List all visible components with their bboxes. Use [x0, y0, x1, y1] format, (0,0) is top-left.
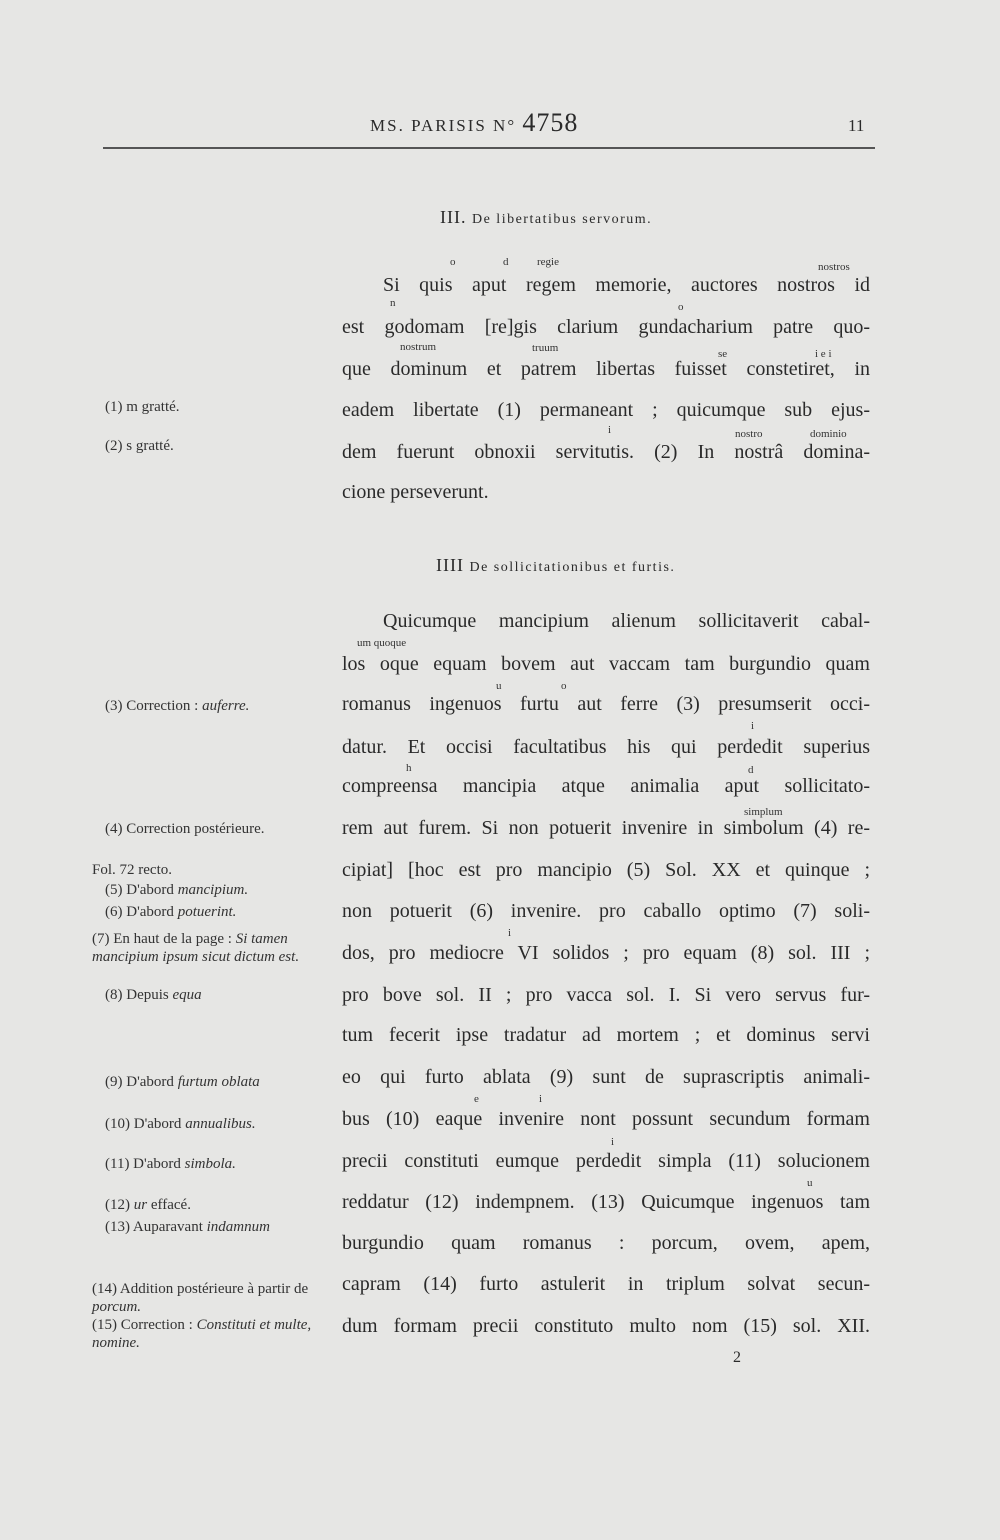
- ms-number: 4758: [522, 108, 579, 137]
- interlinear-gloss: o: [561, 680, 567, 692]
- interlinear-gloss: u: [807, 1177, 813, 1189]
- interlinear-gloss: se: [718, 348, 728, 360]
- text-line: bus (10) eaque invenire nont possunt secundum formam: [342, 1108, 870, 1130]
- interlinear-gloss: i: [608, 424, 612, 436]
- interlinear-gloss: u: [496, 680, 502, 692]
- text-line: precii constituti eumque perdedit simpla (11) solucionem: [342, 1150, 870, 1172]
- section-heading-4: IIII De sollicitationibus et furtis.: [436, 555, 676, 575]
- text-line: dos, pro mediocre VI solidos ; pro equam (8) sol. III ;: [342, 942, 870, 964]
- interlinear-gloss: i e i: [815, 348, 832, 360]
- margin-note-4: (4) Correction postérieure.: [105, 821, 265, 837]
- margin-note-9: (9) D'abord furtum oblata: [105, 1074, 260, 1090]
- margin-note-8: (8) Depuis equa: [105, 987, 202, 1003]
- interlinear-gloss: d: [748, 764, 754, 776]
- margin-note-15: (15) Correction : Constituti et multe, nomine.: [92, 1317, 312, 1351]
- interlinear-gloss: truum: [532, 342, 559, 354]
- interlinear-gloss: e: [474, 1093, 479, 1105]
- interlinear-gloss: o: [450, 256, 456, 268]
- header-rule: [103, 147, 875, 149]
- text-line: capram (14) furto astulerit in triplum solvat secun-: [342, 1273, 870, 1295]
- text-line: que dominum et patrem libertas fuisset constetiret, in: [342, 358, 870, 380]
- text-line: est godomam [re]gis clarium gundacharium patre quo-: [342, 316, 870, 338]
- interlinear-gloss: i: [751, 720, 755, 732]
- interlinear-gloss: i: [539, 1093, 543, 1105]
- text-line: reddatur (12) indempnem. (13) Quicumque ingenuos tam: [342, 1191, 870, 1213]
- interlinear-gloss: regie: [537, 256, 559, 268]
- text-line: dem fuerunt obnoxii servitutis. (2) In nostrâ domina-: [342, 441, 870, 463]
- interlinear-gloss: nostros: [818, 261, 850, 273]
- signature-mark: 2: [733, 1349, 741, 1366]
- interlinear-gloss: um quoque: [357, 637, 407, 649]
- margin-note-1: (1) m gratté.: [105, 399, 180, 415]
- folio-label: Fol. 72 recto.: [92, 862, 172, 878]
- section-heading-3: III. De libertatibus servorum.: [440, 207, 653, 227]
- text-line: non potuerit (6) invenire. pro caballo optimo (7) soli-: [342, 900, 870, 922]
- interlinear-gloss: nostrum: [400, 341, 437, 353]
- margin-note-3: (3) Correction : auferre.: [105, 698, 250, 714]
- interlinear-gloss: h: [406, 762, 412, 774]
- interlinear-gloss: o: [678, 301, 684, 313]
- margin-note-7: (7) En haut de la page : Si tamen mancipium ipsum sicut dictum est.: [92, 931, 300, 965]
- text-line: eo qui furto ablata (9) sunt de suprascriptis animali-: [342, 1066, 870, 1088]
- text-line: Si quis aput regem memorie, auctores nostros id: [383, 274, 870, 296]
- interlinear-gloss: d: [503, 256, 509, 268]
- margin-note-12: (12) ur effacé.: [105, 1197, 191, 1213]
- margin-note-14: (14) Addition postérieure à partir de porcum.: [92, 1281, 309, 1315]
- text-line: dum formam precii constituto multo nom (15) sol. XII.: [342, 1315, 870, 1337]
- interlinear-gloss: i: [611, 1136, 615, 1148]
- text-line: cipiat] [hoc est pro mancipio (5) Sol. XX et quinque ;: [342, 859, 870, 881]
- text-line: Quicumque mancipium alienum sollicitaverit cabal-: [383, 610, 870, 632]
- text-line: cione perseverunt.: [342, 481, 489, 503]
- margin-note-11: (11) D'abord simbola.: [105, 1156, 236, 1172]
- text-line: compreensa mancipia atque animalia aput sollicitato-: [342, 775, 870, 797]
- running-head: [0, 108, 1000, 148]
- margin-note-10: (10) D'abord annualibus.: [105, 1116, 256, 1132]
- running-title: MS. PARISIS N° 4758: [370, 108, 579, 137]
- text-line: rem aut furem. Si non potuerit invenire in simbolum (4) re-: [342, 817, 870, 839]
- text-line: tum fecerit ipse tradatur ad mortem ; et dominus servi: [342, 1024, 870, 1046]
- margin-note-2: (2) s gratté.: [105, 438, 174, 454]
- interlinear-gloss: i: [508, 927, 512, 939]
- margin-note-13: (13) Auparavant indamnum: [105, 1219, 270, 1235]
- margin-note-5: (5) D'abord mancipium.: [105, 882, 249, 898]
- page-number: 11: [848, 116, 865, 135]
- text-line: eadem libertate (1) permaneant ; quicumque sub ejus-: [342, 399, 870, 421]
- interlinear-gloss: simplum: [744, 806, 783, 818]
- interlinear-gloss: nostro: [735, 428, 763, 440]
- text-line: pro bove sol. II ; pro vacca sol. I. Si vero servus fur-: [342, 984, 870, 1006]
- margin-note-6: (6) D'abord potuerint.: [105, 904, 237, 920]
- text-line: romanus ingenuos furtu aut ferre (3) presumserit occi-: [342, 693, 870, 715]
- interlinear-gloss: dominio: [810, 428, 847, 440]
- interlinear-gloss: n: [390, 297, 396, 309]
- text-line: burgundio quam romanus : porcum, ovem, apem,: [342, 1232, 870, 1254]
- text-line: datur. Et occisi facultatibus his qui perdedit superius: [342, 736, 870, 758]
- text-line: los oque equam bovem aut vaccam tam burgundio quam: [342, 653, 870, 675]
